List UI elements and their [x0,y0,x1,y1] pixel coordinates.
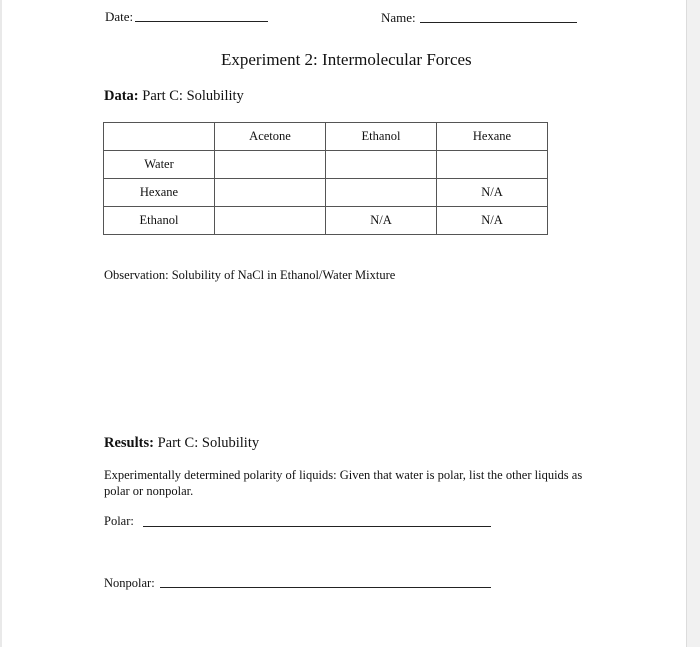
table-cell[interactable] [215,207,326,235]
observation-text: Observation: Solubility of NaCl in Ethanol/Water Mixture [104,268,396,282]
table-header-row [104,123,548,151]
data-heading-rest: Part C: Solubility [142,88,244,104]
table-header-cell: Hexane [437,123,548,151]
table-header-cell [104,123,215,151]
table-row [104,207,548,235]
instruction-text: Experimentally determined polarity of liquids: Given that water is polar, list the other liquids as polar or nonpolar. [104,468,583,498]
date-label: Date: [105,9,134,24]
page-title: Experiment 2: Intermolecular Forces [221,50,472,69]
table-cell[interactable] [326,151,437,179]
nonpolar-label: Nonpolar: [104,576,155,590]
polar-label: Polar: [104,514,134,528]
nonpolar-answer-line[interactable] [160,587,491,588]
name-label: Name: [381,10,416,25]
page-edge-left [0,0,2,647]
results-heading-bold: Results: [104,435,154,451]
date-field-line[interactable] [135,21,268,22]
table-cell[interactable] [215,151,326,179]
results-section-heading [104,435,259,452]
table-cell[interactable] [215,179,326,207]
table-cell: N/A [326,207,437,235]
name-field-line[interactable] [420,22,577,23]
table-cell: N/A [437,207,548,235]
data-heading-bold: Data: [104,88,139,104]
page-edge-right [686,0,700,647]
table-row [104,179,548,207]
table-cell[interactable] [437,151,548,179]
solubility-table [103,122,548,235]
row-label-cell: Water [104,151,215,179]
data-section-heading [104,88,244,105]
row-label-cell: Ethanol [104,207,215,235]
row-label-cell: Hexane [104,179,215,207]
polar-answer-line[interactable] [143,526,491,527]
table-header-cell: Ethanol [326,123,437,151]
table-cell: N/A [437,179,548,207]
table-cell[interactable] [326,179,437,207]
results-heading-rest: Part C: Solubility [157,435,260,451]
table-header-cell: Acetone [215,123,326,151]
table-row [104,151,548,179]
